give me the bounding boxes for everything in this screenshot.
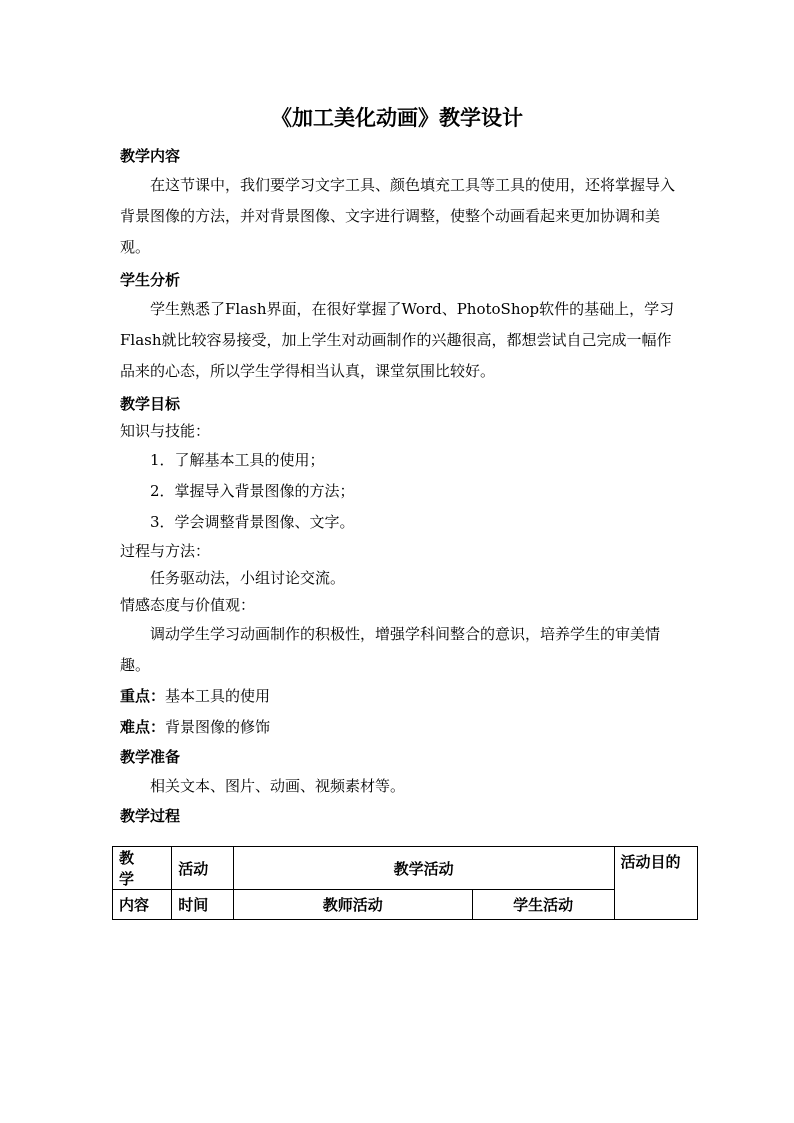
preparation-text: 相关文本、图片、动画、视频素材等。	[150, 777, 406, 795]
process-text: 任务驱动法，小组讨论交流。	[150, 569, 346, 587]
section-heading-content: 教学内容	[120, 147, 181, 165]
analysis-paragraph: 学生熟悉了Flash界面，在很好掌握了Word、PhotoShop软件的基础上，学习Flash就比较容易接受，加上学生对动画制作的兴趣很高，都想尝试自己完成一幅作品来的心态，所以学生学得相当认真，课堂氛围比较好。	[120, 300, 675, 380]
section-heading-process: 教学过程	[120, 807, 181, 825]
document-title: 《加工美化动画》教学设计	[271, 105, 523, 130]
key-point-text: 基本工具的使用	[165, 687, 271, 705]
table-header-purpose: 活动目的	[614, 847, 697, 920]
table-header-cell: 时间	[172, 890, 233, 920]
table-header-teacher: 教师活动	[233, 890, 472, 920]
key-point	[120, 681, 680, 712]
section-heading-analysis: 学生分析	[120, 271, 181, 289]
knowledge-item: 2．掌握导入背景图像的方法；	[150, 482, 355, 500]
table-header-cell: 教 学	[113, 847, 172, 890]
knowledge-item: 1．了解基本工具的使用；	[150, 451, 325, 469]
table-header-student: 学生活动	[472, 890, 614, 920]
emotion-text: 调动学生学习动画制作的积极性，增强学科间整合的意识，培养学生的审美情趣。	[120, 625, 661, 674]
section-heading-preparation: 教学准备	[120, 748, 181, 766]
content-paragraph: 在这节课中，我们要学习文字工具、颜色填充工具等工具的使用，还将掌握导入背景图像的方法，并对背景图像、文字进行调整，使整个动画看起来更加协调和美观。	[120, 176, 676, 256]
knowledge-label: 知识与技能：	[120, 422, 211, 440]
table-header-cell: 内容	[113, 890, 172, 920]
difficulty	[120, 712, 680, 743]
key-point-label: 重点：	[120, 687, 166, 705]
table-header-activities: 教学活动	[233, 847, 614, 890]
teaching-process-table	[112, 846, 698, 920]
emotion-label: 情感态度与价值观：	[120, 596, 256, 614]
document-body	[120, 142, 680, 830]
section-heading-goals: 教学目标	[120, 395, 181, 413]
difficulty-text: 背景图像的修饰	[165, 718, 271, 736]
table-header-cell: 活动	[172, 847, 233, 890]
process-label: 过程与方法：	[120, 542, 211, 560]
knowledge-item: 3．学会调整背景图像、文字。	[150, 513, 355, 531]
difficulty-label: 难点：	[120, 718, 166, 736]
